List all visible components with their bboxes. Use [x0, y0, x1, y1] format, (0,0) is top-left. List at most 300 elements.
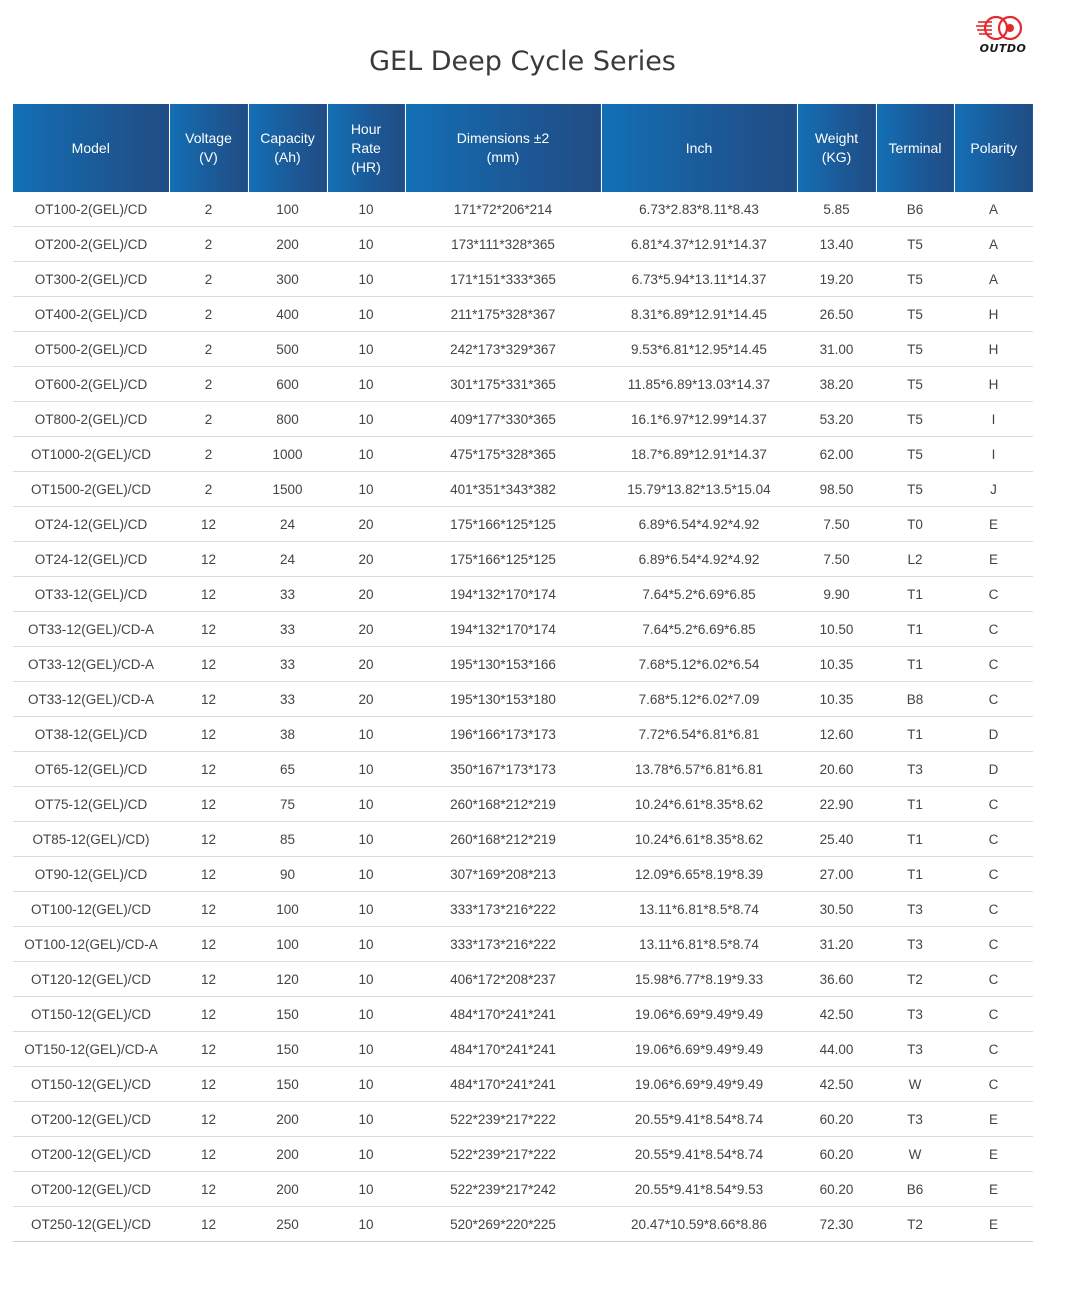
cell-weight: 42.50: [797, 997, 876, 1032]
cell-weight: 10.35: [797, 647, 876, 682]
cell-hour_rate: 10: [327, 717, 405, 752]
cell-hour_rate: 20: [327, 647, 405, 682]
cell-capacity: 33: [248, 612, 327, 647]
cell-inch: 9.53*6.81*12.95*14.45: [601, 332, 797, 367]
cell-voltage: 12: [169, 822, 248, 857]
cell-capacity: 100: [248, 927, 327, 962]
cell-weight: 10.50: [797, 612, 876, 647]
column-header-text: Weight: [814, 130, 859, 146]
cell-weight: 72.30: [797, 1207, 876, 1242]
cell-inch: 20.55*9.41*8.54*8.74: [601, 1102, 797, 1137]
cell-voltage: 12: [169, 612, 248, 647]
table-row: [13, 437, 1033, 472]
cell-inch: 7.72*6.54*6.81*6.81: [601, 717, 797, 752]
cell-hour_rate: 10: [327, 437, 405, 472]
table-row: [13, 822, 1033, 857]
cell-weight: 98.50: [797, 472, 876, 507]
cell-polarity: C: [954, 997, 1033, 1032]
cell-model: OT200-12(GEL)/CD: [13, 1102, 169, 1137]
cell-terminal: B6: [876, 192, 954, 227]
cell-capacity: 65: [248, 752, 327, 787]
column-header-inch: [601, 104, 797, 192]
table-row: [13, 1172, 1033, 1207]
cell-capacity: 400: [248, 297, 327, 332]
cell-polarity: E: [954, 542, 1033, 577]
cell-hour_rate: 10: [327, 227, 405, 262]
cell-voltage: 12: [169, 1067, 248, 1102]
cell-voltage: 12: [169, 787, 248, 822]
cell-inch: 13.11*6.81*8.5*8.74: [601, 892, 797, 927]
cell-voltage: 12: [169, 997, 248, 1032]
cell-inch: 12.09*6.65*8.19*8.39: [601, 857, 797, 892]
column-header-text: Inch: [685, 139, 713, 156]
table-row: [13, 507, 1033, 542]
cell-hour_rate: 20: [327, 577, 405, 612]
cell-inch: 20.47*10.59*8.66*8.86: [601, 1207, 797, 1242]
cell-polarity: C: [954, 612, 1033, 647]
cell-weight: 31.20: [797, 927, 876, 962]
cell-polarity: C: [954, 647, 1033, 682]
table-row: [13, 1067, 1033, 1102]
table-header-row: [13, 104, 1033, 192]
column-header-text: (HR): [351, 158, 381, 175]
cell-model: OT33-12(GEL)/CD-A: [13, 612, 169, 647]
cell-dimensions: 350*167*173*173: [405, 752, 601, 787]
cell-terminal: T3: [876, 997, 954, 1032]
cell-weight: 42.50: [797, 1067, 876, 1102]
cell-capacity: 500: [248, 332, 327, 367]
cell-hour_rate: 10: [327, 1172, 405, 1207]
cell-capacity: 33: [248, 682, 327, 717]
cell-inch: 6.73*5.94*13.11*14.37: [601, 262, 797, 297]
cell-polarity: C: [954, 577, 1033, 612]
cell-model: OT400-2(GEL)/CD: [13, 297, 169, 332]
cell-dimensions: 195*130*153*180: [405, 682, 601, 717]
cell-inch: 6.81*4.37*12.91*14.37: [601, 227, 797, 262]
column-header-text: Model: [71, 139, 110, 156]
cell-weight: 26.50: [797, 297, 876, 332]
cell-model: OT65-12(GEL)/CD: [13, 752, 169, 787]
cell-voltage: 12: [169, 542, 248, 577]
cell-model: OT24-12(GEL)/CD: [13, 542, 169, 577]
table-row: [13, 962, 1033, 997]
cell-terminal: T3: [876, 927, 954, 962]
cell-weight: 38.20: [797, 367, 876, 402]
column-header-text: Terminal: [888, 139, 942, 156]
column-header-text: (mm): [486, 149, 520, 165]
cell-weight: 22.90: [797, 787, 876, 822]
column-header-text: (V): [199, 149, 218, 165]
outdo-logo-mark: [970, 14, 1036, 44]
cell-terminal: T5: [876, 437, 954, 472]
cell-voltage: 12: [169, 1137, 248, 1172]
cell-dimensions: 484*170*241*241: [405, 1032, 601, 1067]
column-header-text: Hour: [350, 120, 382, 137]
table-row: [13, 227, 1033, 262]
cell-hour_rate: 10: [327, 1067, 405, 1102]
cell-model: OT1500-2(GEL)/CD: [13, 472, 169, 507]
cell-capacity: 150: [248, 997, 327, 1032]
cell-dimensions: 211*175*328*367: [405, 297, 601, 332]
column-header-text: (KG): [821, 149, 852, 165]
cell-dimensions: 522*239*217*222: [405, 1137, 601, 1172]
cell-voltage: 12: [169, 577, 248, 612]
cell-hour_rate: 10: [327, 962, 405, 997]
cell-terminal: T3: [876, 1032, 954, 1067]
cell-weight: 10.35: [797, 682, 876, 717]
cell-inch: 19.06*6.69*9.49*9.49: [601, 997, 797, 1032]
page-title: GEL Deep Cycle Series: [369, 46, 676, 77]
cell-polarity: C: [954, 822, 1033, 857]
cell-terminal: B6: [876, 1172, 954, 1207]
cell-inch: 20.55*9.41*8.54*8.74: [601, 1137, 797, 1172]
cell-voltage: 12: [169, 752, 248, 787]
cell-terminal: W: [876, 1137, 954, 1172]
cell-inch: 19.06*6.69*9.49*9.49: [601, 1067, 797, 1102]
cell-capacity: 100: [248, 892, 327, 927]
cell-hour_rate: 10: [327, 892, 405, 927]
column-header-voltage: [169, 104, 248, 192]
cell-hour_rate: 10: [327, 927, 405, 962]
cell-terminal: B8: [876, 682, 954, 717]
cell-polarity: D: [954, 717, 1033, 752]
cell-dimensions: 173*111*328*365: [405, 227, 601, 262]
table-row: [13, 752, 1033, 787]
cell-model: OT150-12(GEL)/CD-A: [13, 1032, 169, 1067]
cell-inch: 18.7*6.89*12.91*14.37: [601, 437, 797, 472]
cell-capacity: 800: [248, 402, 327, 437]
cell-terminal: T5: [876, 472, 954, 507]
cell-capacity: 250: [248, 1207, 327, 1242]
cell-weight: 27.00: [797, 857, 876, 892]
cell-capacity: 120: [248, 962, 327, 997]
cell-inch: 16.1*6.97*12.99*14.37: [601, 402, 797, 437]
cell-weight: 7.50: [797, 507, 876, 542]
spec-table: [13, 104, 1033, 1242]
cell-dimensions: 301*175*331*365: [405, 367, 601, 402]
cell-capacity: 75: [248, 787, 327, 822]
cell-weight: 44.00: [797, 1032, 876, 1067]
cell-voltage: 12: [169, 1172, 248, 1207]
column-header-text: Dimensions ±2: [456, 130, 550, 146]
table-row: [13, 892, 1033, 927]
cell-model: OT150-12(GEL)/CD: [13, 1067, 169, 1102]
cell-dimensions: 260*168*212*219: [405, 787, 601, 822]
table-row: [13, 927, 1033, 962]
table-row: [13, 262, 1033, 297]
cell-inch: 19.06*6.69*9.49*9.49: [601, 1032, 797, 1067]
cell-hour_rate: 10: [327, 1032, 405, 1067]
cell-hour_rate: 10: [327, 752, 405, 787]
cell-weight: 12.60: [797, 717, 876, 752]
cell-voltage: 2: [169, 192, 248, 227]
cell-model: OT300-2(GEL)/CD: [13, 262, 169, 297]
cell-model: OT150-12(GEL)/CD: [13, 997, 169, 1032]
cell-polarity: J: [954, 472, 1033, 507]
cell-model: OT24-12(GEL)/CD: [13, 507, 169, 542]
cell-dimensions: 484*170*241*241: [405, 997, 601, 1032]
cell-dimensions: 171*72*206*214: [405, 192, 601, 227]
logo-text: OUTDO: [979, 42, 1027, 55]
table-row: [13, 787, 1033, 822]
cell-terminal: L2: [876, 542, 954, 577]
cell-inch: 7.68*5.12*6.02*6.54: [601, 647, 797, 682]
cell-weight: 9.90: [797, 577, 876, 612]
cell-dimensions: 175*166*125*125: [405, 507, 601, 542]
cell-model: OT200-12(GEL)/CD: [13, 1137, 169, 1172]
cell-terminal: T1: [876, 647, 954, 682]
cell-model: OT90-12(GEL)/CD: [13, 857, 169, 892]
table-row: [13, 1137, 1033, 1172]
cell-polarity: H: [954, 367, 1033, 402]
cell-terminal: T1: [876, 717, 954, 752]
table-body: [13, 192, 1033, 1242]
cell-inch: 7.68*5.12*6.02*7.09: [601, 682, 797, 717]
table-row: [13, 857, 1033, 892]
cell-polarity: C: [954, 1067, 1033, 1102]
cell-capacity: 200: [248, 1137, 327, 1172]
cell-capacity: 150: [248, 1067, 327, 1102]
cell-inch: 7.64*5.2*6.69*6.85: [601, 612, 797, 647]
cell-weight: 20.60: [797, 752, 876, 787]
cell-model: OT200-2(GEL)/CD: [13, 227, 169, 262]
cell-capacity: 90: [248, 857, 327, 892]
cell-inch: 20.55*9.41*8.54*9.53: [601, 1172, 797, 1207]
table-row: [13, 612, 1033, 647]
cell-weight: 36.60: [797, 962, 876, 997]
cell-weight: 30.50: [797, 892, 876, 927]
cell-terminal: T0: [876, 507, 954, 542]
table-row: [13, 297, 1033, 332]
cell-hour_rate: 10: [327, 997, 405, 1032]
cell-polarity: D: [954, 752, 1033, 787]
cell-weight: 53.20: [797, 402, 876, 437]
cell-dimensions: 171*151*333*365: [405, 262, 601, 297]
cell-model: OT33-12(GEL)/CD-A: [13, 647, 169, 682]
cell-capacity: 150: [248, 1032, 327, 1067]
column-header-terminal: [876, 104, 954, 192]
cell-hour_rate: 10: [327, 332, 405, 367]
cell-dimensions: 242*173*329*367: [405, 332, 601, 367]
cell-voltage: 2: [169, 262, 248, 297]
cell-hour_rate: 10: [327, 192, 405, 227]
cell-hour_rate: 10: [327, 822, 405, 857]
cell-model: OT75-12(GEL)/CD: [13, 787, 169, 822]
cell-dimensions: 522*239*217*242: [405, 1172, 601, 1207]
cell-inch: 13.78*6.57*6.81*6.81: [601, 752, 797, 787]
cell-hour_rate: 10: [327, 262, 405, 297]
cell-hour_rate: 10: [327, 402, 405, 437]
cell-dimensions: 520*269*220*225: [405, 1207, 601, 1242]
cell-dimensions: 333*173*216*222: [405, 927, 601, 962]
cell-weight: 5.85: [797, 192, 876, 227]
cell-dimensions: 260*168*212*219: [405, 822, 601, 857]
cell-polarity: E: [954, 1137, 1033, 1172]
column-header-text: (Ah): [274, 149, 301, 165]
cell-inch: 15.98*6.77*8.19*9.33: [601, 962, 797, 997]
table-row: [13, 997, 1033, 1032]
cell-terminal: T1: [876, 612, 954, 647]
cell-voltage: 2: [169, 332, 248, 367]
cell-model: OT85-12(GEL)/CD): [13, 822, 169, 857]
cell-polarity: C: [954, 787, 1033, 822]
column-header-model: [13, 104, 169, 192]
cell-model: OT38-12(GEL)/CD: [13, 717, 169, 752]
cell-polarity: C: [954, 927, 1033, 962]
column-header-text: Rate: [351, 139, 381, 156]
cell-polarity: E: [954, 1102, 1033, 1137]
cell-polarity: C: [954, 962, 1033, 997]
cell-inch: 10.24*6.61*8.35*8.62: [601, 822, 797, 857]
cell-weight: 60.20: [797, 1137, 876, 1172]
cell-capacity: 33: [248, 647, 327, 682]
cell-polarity: I: [954, 437, 1033, 472]
cell-dimensions: 401*351*343*382: [405, 472, 601, 507]
cell-capacity: 85: [248, 822, 327, 857]
cell-model: OT100-12(GEL)/CD-A: [13, 927, 169, 962]
cell-model: OT33-12(GEL)/CD-A: [13, 682, 169, 717]
cell-model: OT100-12(GEL)/CD: [13, 892, 169, 927]
table-row: [13, 472, 1033, 507]
cell-voltage: 12: [169, 927, 248, 962]
cell-weight: 60.20: [797, 1102, 876, 1137]
cell-capacity: 100: [248, 192, 327, 227]
cell-weight: 7.50: [797, 542, 876, 577]
cell-hour_rate: 20: [327, 507, 405, 542]
cell-voltage: 2: [169, 227, 248, 262]
cell-voltage: 2: [169, 367, 248, 402]
cell-capacity: 1000: [248, 437, 327, 472]
cell-weight: 31.00: [797, 332, 876, 367]
cell-model: OT800-2(GEL)/CD: [13, 402, 169, 437]
table-row: [13, 542, 1033, 577]
cell-dimensions: 194*132*170*174: [405, 612, 601, 647]
table-row: [13, 367, 1033, 402]
cell-terminal: T1: [876, 787, 954, 822]
cell-polarity: C: [954, 892, 1033, 927]
cell-terminal: T2: [876, 1207, 954, 1242]
cell-voltage: 2: [169, 437, 248, 472]
cell-terminal: T5: [876, 262, 954, 297]
cell-inch: 6.89*6.54*4.92*4.92: [601, 542, 797, 577]
cell-dimensions: 196*166*173*173: [405, 717, 601, 752]
cell-weight: 60.20: [797, 1172, 876, 1207]
cell-model: OT1000-2(GEL)/CD: [13, 437, 169, 472]
cell-voltage: 12: [169, 857, 248, 892]
cell-polarity: A: [954, 262, 1033, 297]
cell-polarity: I: [954, 402, 1033, 437]
cell-model: OT250-12(GEL)/CD: [13, 1207, 169, 1242]
cell-terminal: T2: [876, 962, 954, 997]
cell-capacity: 200: [248, 1102, 327, 1137]
cell-inch: 6.73*2.83*8.11*8.43: [601, 192, 797, 227]
cell-capacity: 33: [248, 577, 327, 612]
cell-polarity: E: [954, 507, 1033, 542]
cell-capacity: 200: [248, 227, 327, 262]
table-row: [13, 1102, 1033, 1137]
cell-voltage: 12: [169, 507, 248, 542]
cell-terminal: T1: [876, 822, 954, 857]
cell-voltage: 12: [169, 682, 248, 717]
cell-terminal: T5: [876, 297, 954, 332]
column-header-weight: [797, 104, 876, 192]
cell-dimensions: 484*170*241*241: [405, 1067, 601, 1102]
cell-dimensions: 194*132*170*174: [405, 577, 601, 612]
cell-model: OT33-12(GEL)/CD: [13, 577, 169, 612]
cell-dimensions: 475*175*328*365: [405, 437, 601, 472]
cell-capacity: 24: [248, 542, 327, 577]
cell-voltage: 12: [169, 717, 248, 752]
cell-terminal: T3: [876, 892, 954, 927]
cell-polarity: A: [954, 192, 1033, 227]
cell-capacity: 600: [248, 367, 327, 402]
cell-inch: 10.24*6.61*8.35*8.62: [601, 787, 797, 822]
cell-inch: 6.89*6.54*4.92*4.92: [601, 507, 797, 542]
cell-model: OT500-2(GEL)/CD: [13, 332, 169, 367]
table-row: [13, 402, 1033, 437]
cell-voltage: 12: [169, 1032, 248, 1067]
cell-inch: 15.79*13.82*13.5*15.04: [601, 472, 797, 507]
cell-terminal: W: [876, 1067, 954, 1102]
cell-polarity: C: [954, 682, 1033, 717]
cell-weight: 19.20: [797, 262, 876, 297]
table-row: [13, 647, 1033, 682]
cell-hour_rate: 20: [327, 682, 405, 717]
cell-model: OT100-2(GEL)/CD: [13, 192, 169, 227]
table-row: [13, 192, 1033, 227]
cell-dimensions: 307*169*208*213: [405, 857, 601, 892]
cell-terminal: T3: [876, 1102, 954, 1137]
cell-inch: 7.64*5.2*6.69*6.85: [601, 577, 797, 612]
cell-voltage: 2: [169, 402, 248, 437]
cell-polarity: C: [954, 857, 1033, 892]
cell-polarity: H: [954, 297, 1033, 332]
column-header-hour_rate: [327, 104, 405, 192]
cell-voltage: 12: [169, 647, 248, 682]
cell-terminal: T5: [876, 402, 954, 437]
cell-hour_rate: 10: [327, 367, 405, 402]
cell-hour_rate: 10: [327, 1137, 405, 1172]
cell-model: OT120-12(GEL)/CD: [13, 962, 169, 997]
column-header-text: Capacity: [260, 130, 315, 146]
cell-dimensions: 406*172*208*237: [405, 962, 601, 997]
column-header-capacity: [248, 104, 327, 192]
cell-terminal: T5: [876, 332, 954, 367]
cell-voltage: 2: [169, 472, 248, 507]
table-row: [13, 332, 1033, 367]
cell-hour_rate: 10: [327, 1102, 405, 1137]
cell-terminal: T5: [876, 227, 954, 262]
cell-voltage: 12: [169, 892, 248, 927]
cell-capacity: 200: [248, 1172, 327, 1207]
cell-dimensions: 333*173*216*222: [405, 892, 601, 927]
table-row: [13, 717, 1033, 752]
cell-dimensions: 522*239*217*222: [405, 1102, 601, 1137]
cell-terminal: T1: [876, 857, 954, 892]
cell-dimensions: 175*166*125*125: [405, 542, 601, 577]
table-row: [13, 1032, 1033, 1067]
cell-polarity: H: [954, 332, 1033, 367]
cell-polarity: A: [954, 227, 1033, 262]
cell-voltage: 12: [169, 962, 248, 997]
cell-polarity: C: [954, 1032, 1033, 1067]
cell-hour_rate: 20: [327, 612, 405, 647]
cell-polarity: E: [954, 1172, 1033, 1207]
cell-hour_rate: 10: [327, 472, 405, 507]
column-header-polarity: [954, 104, 1033, 192]
cell-inch: 13.11*6.81*8.5*8.74: [601, 927, 797, 962]
cell-voltage: 2: [169, 297, 248, 332]
